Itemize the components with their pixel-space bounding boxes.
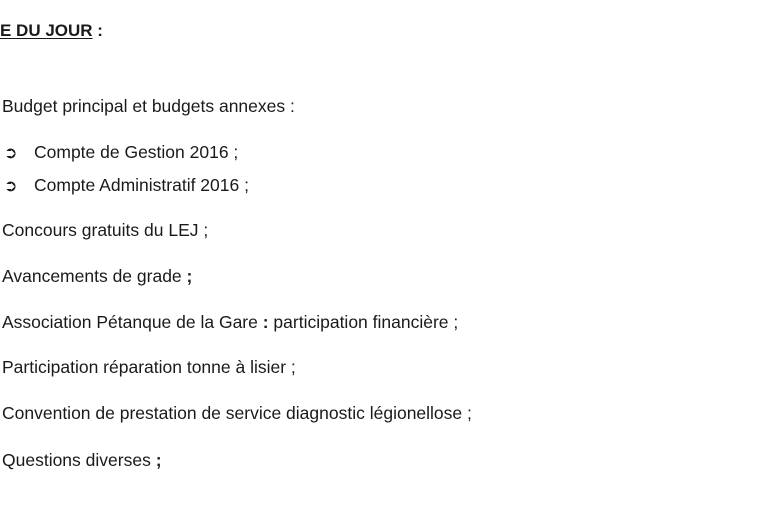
subitem-compte-gestion-text: Compte de Gestion 2016 ; bbox=[34, 142, 239, 162]
item-budget-text: Budget principal et budgets annexes : bbox=[2, 96, 295, 116]
item-concours-text: Concours gratuits du LEJ ; bbox=[2, 220, 209, 240]
arrow-bullet-icon: ➲ bbox=[4, 145, 18, 162]
item-questions-text: Questions diverses bbox=[2, 450, 156, 470]
item-association bbox=[2, 312, 458, 332]
subitem-compte-administratif bbox=[4, 175, 249, 197]
item-avancements-punct: ; bbox=[186, 266, 193, 286]
item-concours bbox=[2, 220, 208, 240]
item-convention bbox=[2, 403, 472, 423]
item-convention-text: Convention de prestation de service diagnostic légionellose ; bbox=[2, 403, 472, 423]
item-association-colon: : bbox=[262, 312, 269, 332]
subitem-compte-administratif-text: Compte Administratif 2016 ; bbox=[34, 175, 249, 195]
agenda-heading bbox=[0, 21, 103, 41]
agenda-heading-text: E DU JOUR bbox=[0, 21, 93, 40]
item-questions-punct: ; bbox=[155, 450, 162, 470]
item-avancements-text: Avancements de grade bbox=[2, 266, 187, 286]
subitem-compte-gestion bbox=[4, 142, 238, 164]
item-participation-text: Participation réparation tonne à lisier ; bbox=[2, 357, 296, 377]
arrow-bullet-icon: ➲ bbox=[4, 178, 18, 195]
item-participation bbox=[2, 357, 296, 377]
item-association-text-b: participation financière ; bbox=[268, 312, 459, 332]
item-association-text-a: Association Pétanque de la Gare bbox=[2, 312, 263, 332]
item-questions bbox=[2, 450, 162, 470]
item-avancements bbox=[2, 266, 192, 286]
agenda-heading-colon: : bbox=[92, 21, 103, 40]
item-budget bbox=[2, 96, 295, 116]
